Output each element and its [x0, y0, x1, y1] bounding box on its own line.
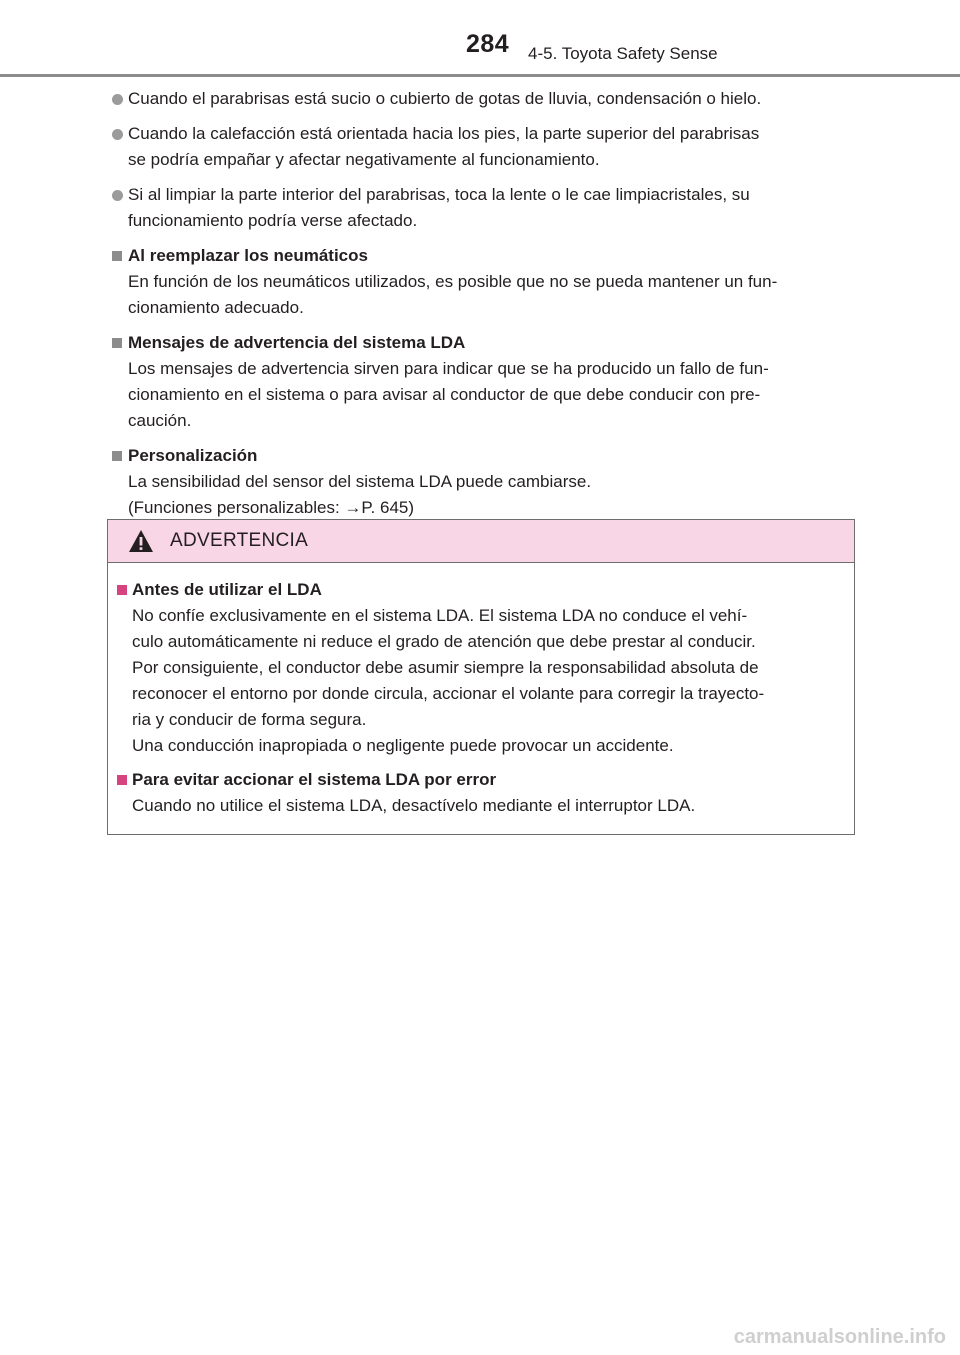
- warning-subsection-heading: Antes de utilizar el LDA: [112, 577, 842, 603]
- text-line: ria y conducir de forma segura.: [132, 710, 367, 729]
- text-line: se podría empañar y afectar negativamente al funcionamiento.: [128, 150, 600, 169]
- page-header: [0, 0, 960, 78]
- text-line: reconocer el entorno por donde circula, accionar el volante para corregir la trayecto-: [132, 684, 765, 703]
- text-line: En función de los neumáticos utilizados, es posible que no se pueda mantener un fun-: [128, 272, 778, 291]
- bullet-item: [108, 182, 856, 234]
- text-line: (Funciones personalizables: →P. 645): [128, 498, 415, 517]
- bullet-dot-icon: [112, 190, 123, 201]
- warning-body: [108, 563, 854, 819]
- text-line: Cuando el parabrisas está sucio o cubierto de gotas de lluvia, condensación o hielo.: [128, 89, 762, 108]
- warning-subsection-body: [112, 793, 842, 819]
- square-bullet-icon: [117, 585, 127, 595]
- square-bullet-icon: [117, 775, 127, 785]
- text-line: funcionamiento podría verse afectado.: [128, 211, 418, 230]
- square-bullet-icon: [112, 338, 122, 348]
- subsection-tires: [108, 243, 856, 321]
- subsection-heading: Al reemplazar los neumáticos: [108, 243, 856, 269]
- bullet-dot-icon: [112, 129, 123, 140]
- subsection-heading: Personalización: [108, 443, 856, 469]
- text-line: Los mensajes de advertencia sirven para indicar que se ha producido un fallo de fun-: [128, 359, 769, 378]
- text-line: Cuando no utilice el sistema LDA, desactívelo mediante el interruptor LDA.: [132, 796, 696, 815]
- square-bullet-icon: [112, 451, 122, 461]
- text-line: No confíe exclusivamente en el sistema LDA. El sistema LDA no conduce el vehí-: [132, 606, 748, 625]
- text-line: caución.: [128, 411, 192, 430]
- section-title: 4-5. Toyota Safety Sense: [528, 44, 718, 63]
- main-content: [108, 86, 856, 530]
- text-line: Por consiguiente, el conductor debe asumir siempre la responsabilidad absoluta de: [132, 658, 759, 677]
- subsection-body: [108, 269, 856, 321]
- subsection-body: [108, 469, 856, 521]
- warning-title: ADVERTENCIA: [170, 530, 309, 551]
- watermark: carmanualsonline.info: [733, 1326, 946, 1348]
- header-rule: [0, 74, 960, 77]
- subsection-heading: Mensajes de advertencia del sistema LDA: [108, 330, 856, 356]
- warning-subsection-heading: Para evitar accionar el sistema LDA por error: [112, 767, 842, 793]
- subsection-body: [108, 356, 856, 434]
- text-line: Cuando la calefacción está orientada hacia los pies, la parte superior del parabrisas: [128, 124, 760, 143]
- square-bullet-icon: [112, 251, 122, 261]
- text-line: cionamiento adecuado.: [128, 298, 304, 317]
- bullet-item: [108, 121, 856, 173]
- text-line: La sensibilidad del sensor del sistema LDA puede cambiarse.: [128, 472, 592, 491]
- warning-header: [108, 520, 854, 563]
- page-number: 284: [466, 30, 510, 58]
- text-line: Una conducción inapropiada o negligente puede provocar un accidente.: [132, 736, 674, 755]
- warning-subsection: [112, 577, 842, 759]
- text-line: culo automáticamente ni reduce el grado de atención que debe prestar al conducir.: [132, 632, 756, 651]
- warning-triangle-icon: [128, 529, 154, 553]
- text-line: Si al limpiar la parte interior del parabrisas, toca la lente o le cae limpiacristales, su: [128, 185, 750, 204]
- warning-subsection: [112, 767, 842, 819]
- bullet-item: [108, 86, 856, 112]
- warning-box: [107, 519, 855, 835]
- bullet-dot-icon: [112, 94, 123, 105]
- text-line: cionamiento en el sistema o para avisar al conductor de que debe conducir con pre-: [128, 385, 761, 404]
- warning-subsection-body: [112, 603, 842, 759]
- subsection-warning-messages: [108, 330, 856, 434]
- subsection-customization: [108, 443, 856, 521]
